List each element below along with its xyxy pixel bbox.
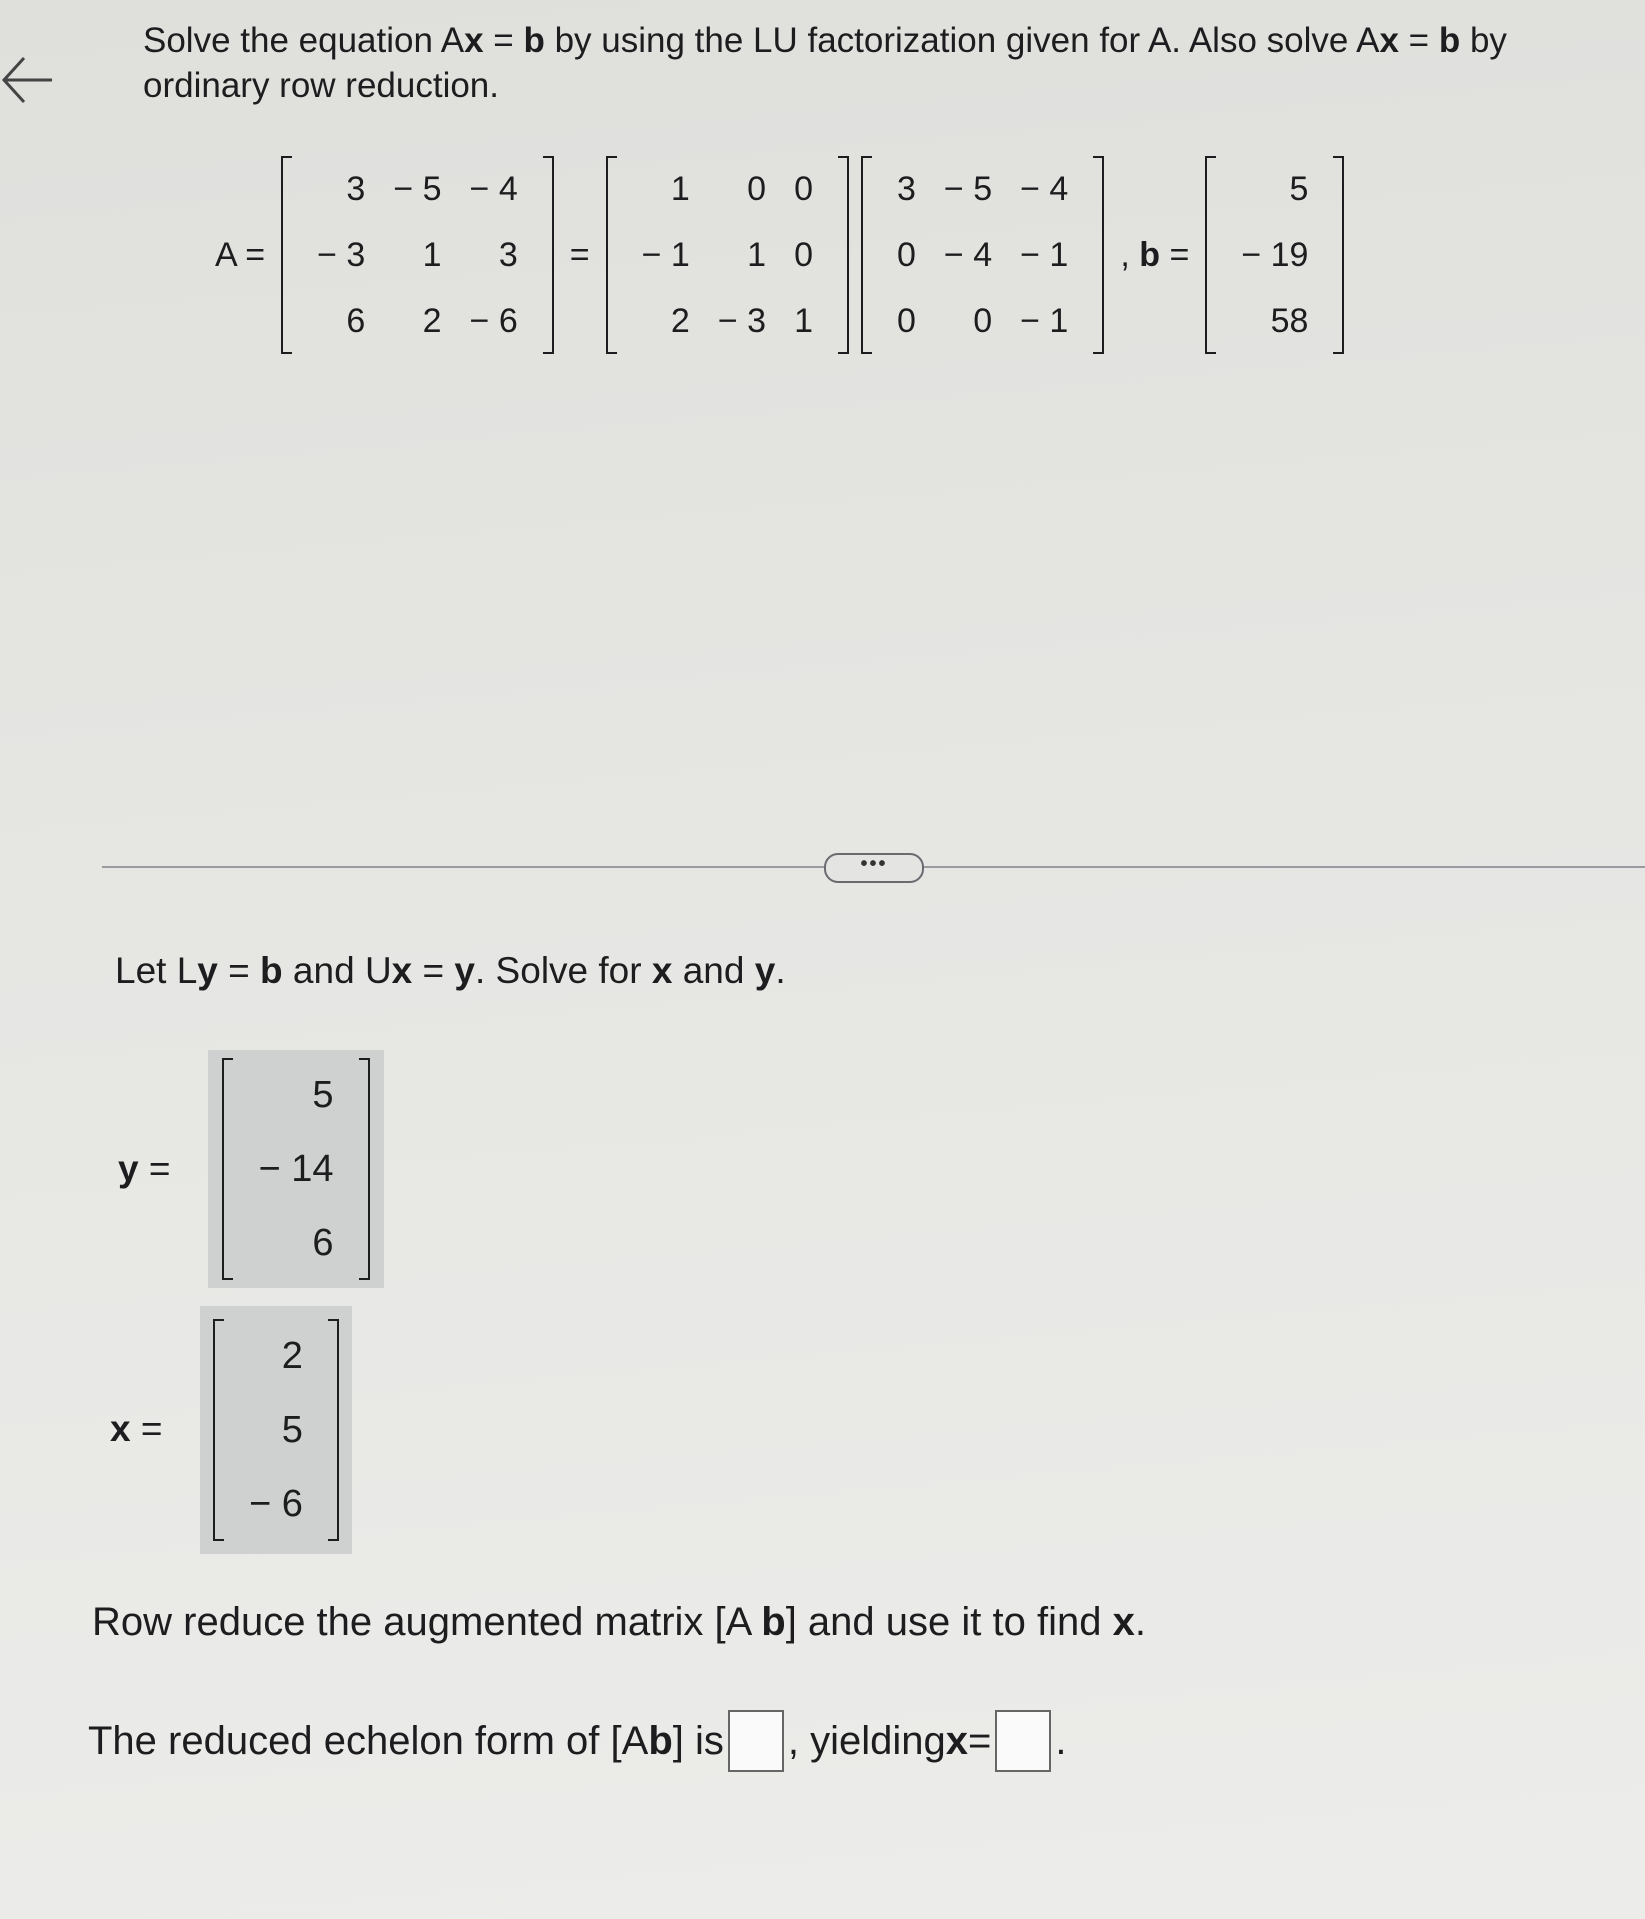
matrix-l-cell: 1 bbox=[670, 169, 690, 208]
more-options-button[interactable]: ••• bbox=[824, 853, 924, 883]
echelon-form-input[interactable] bbox=[728, 1710, 784, 1772]
matrix-u bbox=[861, 156, 1104, 354]
matrix-a-cell: 6 bbox=[346, 301, 366, 340]
matrix-l bbox=[606, 156, 849, 354]
x-label: x = bbox=[110, 1408, 163, 1449]
matrix-u-cell: − 5 bbox=[943, 169, 993, 208]
vector-b-cell: − 19 bbox=[1241, 235, 1309, 274]
instruction-text: Let Ly = b and Ux = y. Solve for x and y. bbox=[115, 950, 786, 991]
matrix-u-cell: 0 bbox=[973, 301, 993, 340]
matrix-l-cell: 1 bbox=[747, 235, 767, 274]
matrix-l-cell: 0 bbox=[794, 235, 813, 274]
divider-right bbox=[920, 866, 1645, 868]
matrix-a bbox=[281, 156, 554, 354]
matrix-l-cell: − 1 bbox=[641, 235, 690, 274]
matrix-a-cell: 1 bbox=[422, 235, 442, 274]
a-label: A = bbox=[215, 235, 266, 274]
vector-b-cell: 5 bbox=[1289, 169, 1309, 208]
matrix-a-cell: 3 bbox=[346, 169, 366, 208]
matrix-u-cell: − 1 bbox=[1020, 235, 1069, 274]
matrix-u-cell: 3 bbox=[896, 169, 916, 208]
vector-b bbox=[1205, 156, 1344, 354]
matrix-u-cell: 0 bbox=[896, 301, 916, 340]
y-vector-cell: 5 bbox=[312, 1073, 334, 1116]
matrix-l-cell: 1 bbox=[794, 301, 813, 340]
divider-left bbox=[102, 866, 824, 868]
matrix-l-cell: 0 bbox=[794, 169, 813, 208]
x-vector-cell: 5 bbox=[281, 1408, 303, 1451]
matrix-a-cell: − 6 bbox=[469, 301, 518, 340]
matrix-u-cell: − 1 bbox=[1020, 301, 1069, 340]
x-solution-input[interactable] bbox=[995, 1710, 1051, 1772]
matrix-u-cell: − 4 bbox=[943, 235, 993, 274]
matrix-u-cell: 0 bbox=[896, 235, 916, 274]
y-label: y = bbox=[118, 1148, 171, 1189]
x-answer-box[interactable] bbox=[200, 1306, 352, 1554]
back-arrow-icon[interactable] bbox=[0, 40, 60, 120]
vector-b-cell: 58 bbox=[1270, 301, 1309, 340]
x-vector bbox=[213, 1319, 339, 1541]
matrix-a-cell: 2 bbox=[422, 301, 442, 340]
b-label: , b = bbox=[1120, 235, 1190, 274]
y-answer-box[interactable] bbox=[208, 1050, 384, 1288]
matrix-a-cell: − 3 bbox=[317, 235, 366, 274]
matrix-l-cell: 2 bbox=[670, 301, 690, 340]
row-reduce-task: Row reduce the augmented matrix [A b] and use it to find x. bbox=[92, 1600, 1146, 1644]
matrix-l-cell: 0 bbox=[747, 169, 767, 208]
y-vector-cell: − 14 bbox=[258, 1147, 334, 1190]
x-vector-cell: 2 bbox=[281, 1334, 303, 1377]
y-vector-cell: 6 bbox=[312, 1221, 334, 1264]
problem-prompt: Solve the equation Ax = b by using the LU factorization given for A. Also solve Ax = b by ordinary row reduction. bbox=[143, 21, 1507, 105]
echelon-question: The reduced echelon form of [A b ] is , yielding x = . bbox=[88, 1710, 1066, 1772]
matrix-a-cell: 3 bbox=[498, 235, 518, 274]
lu-factorization-equation bbox=[205, 150, 1350, 360]
matrix-a-cell: − 4 bbox=[469, 169, 518, 208]
matrix-u-cell: − 4 bbox=[1020, 169, 1069, 208]
matrix-l-cell: − 3 bbox=[717, 301, 767, 340]
x-vector-cell: − 6 bbox=[249, 1482, 303, 1525]
equals-sign: = bbox=[569, 235, 590, 274]
y-vector bbox=[222, 1058, 369, 1280]
matrix-a-cell: − 5 bbox=[393, 169, 442, 208]
